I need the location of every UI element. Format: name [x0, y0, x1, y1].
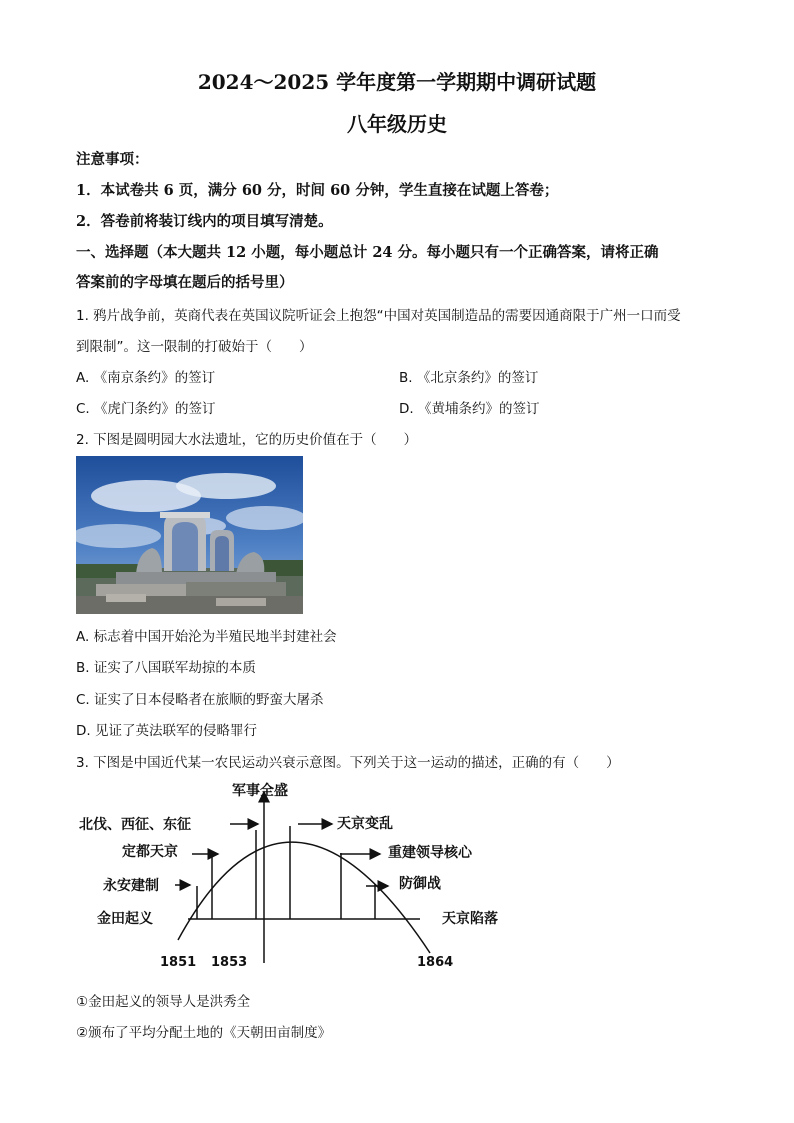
yuanmingyuan-ruins-photo: [76, 456, 303, 614]
notice-heading: 注意事项：: [76, 151, 149, 168]
q1-option-b: B. 《北京条约》的签订: [399, 370, 539, 386]
label-jintian-uprising: 金田起义: [97, 911, 153, 927]
q3-statement-1: ①金田起义的领导人是洪秀全: [76, 994, 251, 1010]
label-tianjing-incident: 天京变乱: [337, 816, 393, 832]
q2-option-a: A. 标志着中国开始沦为半殖民地半封建社会: [76, 629, 337, 645]
notice-item-1: 1．本试卷共 6 页，满分 60 分，时间 60 分钟，学生直接在试题上答卷；: [76, 182, 559, 199]
label-defensive-war: 防御战: [399, 876, 441, 892]
q1-option-c: C. 《虎门条约》的签订: [76, 401, 216, 417]
q2-option-d: D. 见证了英法联军的侵略罪行: [76, 723, 257, 739]
label-tianjing-fall: 天京陷落: [442, 911, 498, 927]
q1-stem-line2: 到限制”。这一限制的打破始于（ ）: [76, 339, 313, 355]
year-1853: 1853: [211, 955, 248, 970]
label-peak: 军事全盛: [232, 783, 288, 799]
q1-option-a: A. 《南京条约》的签订: [76, 370, 216, 386]
year-1864: 1864: [417, 955, 454, 970]
exam-title: 2024～2025 学年度第一学期期中调研试题: [197, 70, 597, 94]
section-heading-line1: 一、选择题（本大题共 12 小题，每小题总计 24 分。每小题只有一个正确答案，请将正确: [76, 244, 659, 261]
notice-item-2: 2．答卷前将装订线内的项目填写清楚。: [76, 213, 333, 230]
label-yongan: 永安建制: [103, 878, 159, 894]
q2-stem: 2. 下图是圆明园大水法遗址，它的历史价值在于（ ）: [76, 432, 418, 448]
label-northern-expedition: 北伐、西征、东征: [79, 817, 191, 833]
label-rebuild-leadership: 重建领导核心: [388, 845, 472, 861]
q3-statement-2: ②颁布了平均分配土地的《天朝田亩制度》: [76, 1025, 332, 1041]
q2-option-c: C. 证实了日本侵略者在旅顺的野蛮大屠杀: [76, 692, 324, 708]
label-capital-tianjing: 定都天京: [122, 844, 178, 860]
q2-option-b: B. 证实了八国联军劫掠的本质: [76, 660, 256, 676]
taiping-rise-fall-diagram: [70, 778, 530, 974]
q1-option-d: D. 《黄埔条约》的签订: [399, 401, 540, 417]
section-heading-line2: 答案前的字母填在题后的括号里）: [76, 274, 294, 291]
q1-stem-line1: 1. 鸦片战争前，英商代表在英国议院听证会上抱怨“中国对英国制造品的需要因通商限于广州一口而受: [76, 308, 681, 324]
year-1851: 1851: [160, 955, 197, 970]
exam-subtitle: 八年级历史: [347, 112, 447, 136]
q3-stem: 3. 下图是中国近代某一农民运动兴衰示意图。下列关于这一运动的描述，正确的有（ ）: [76, 755, 620, 771]
